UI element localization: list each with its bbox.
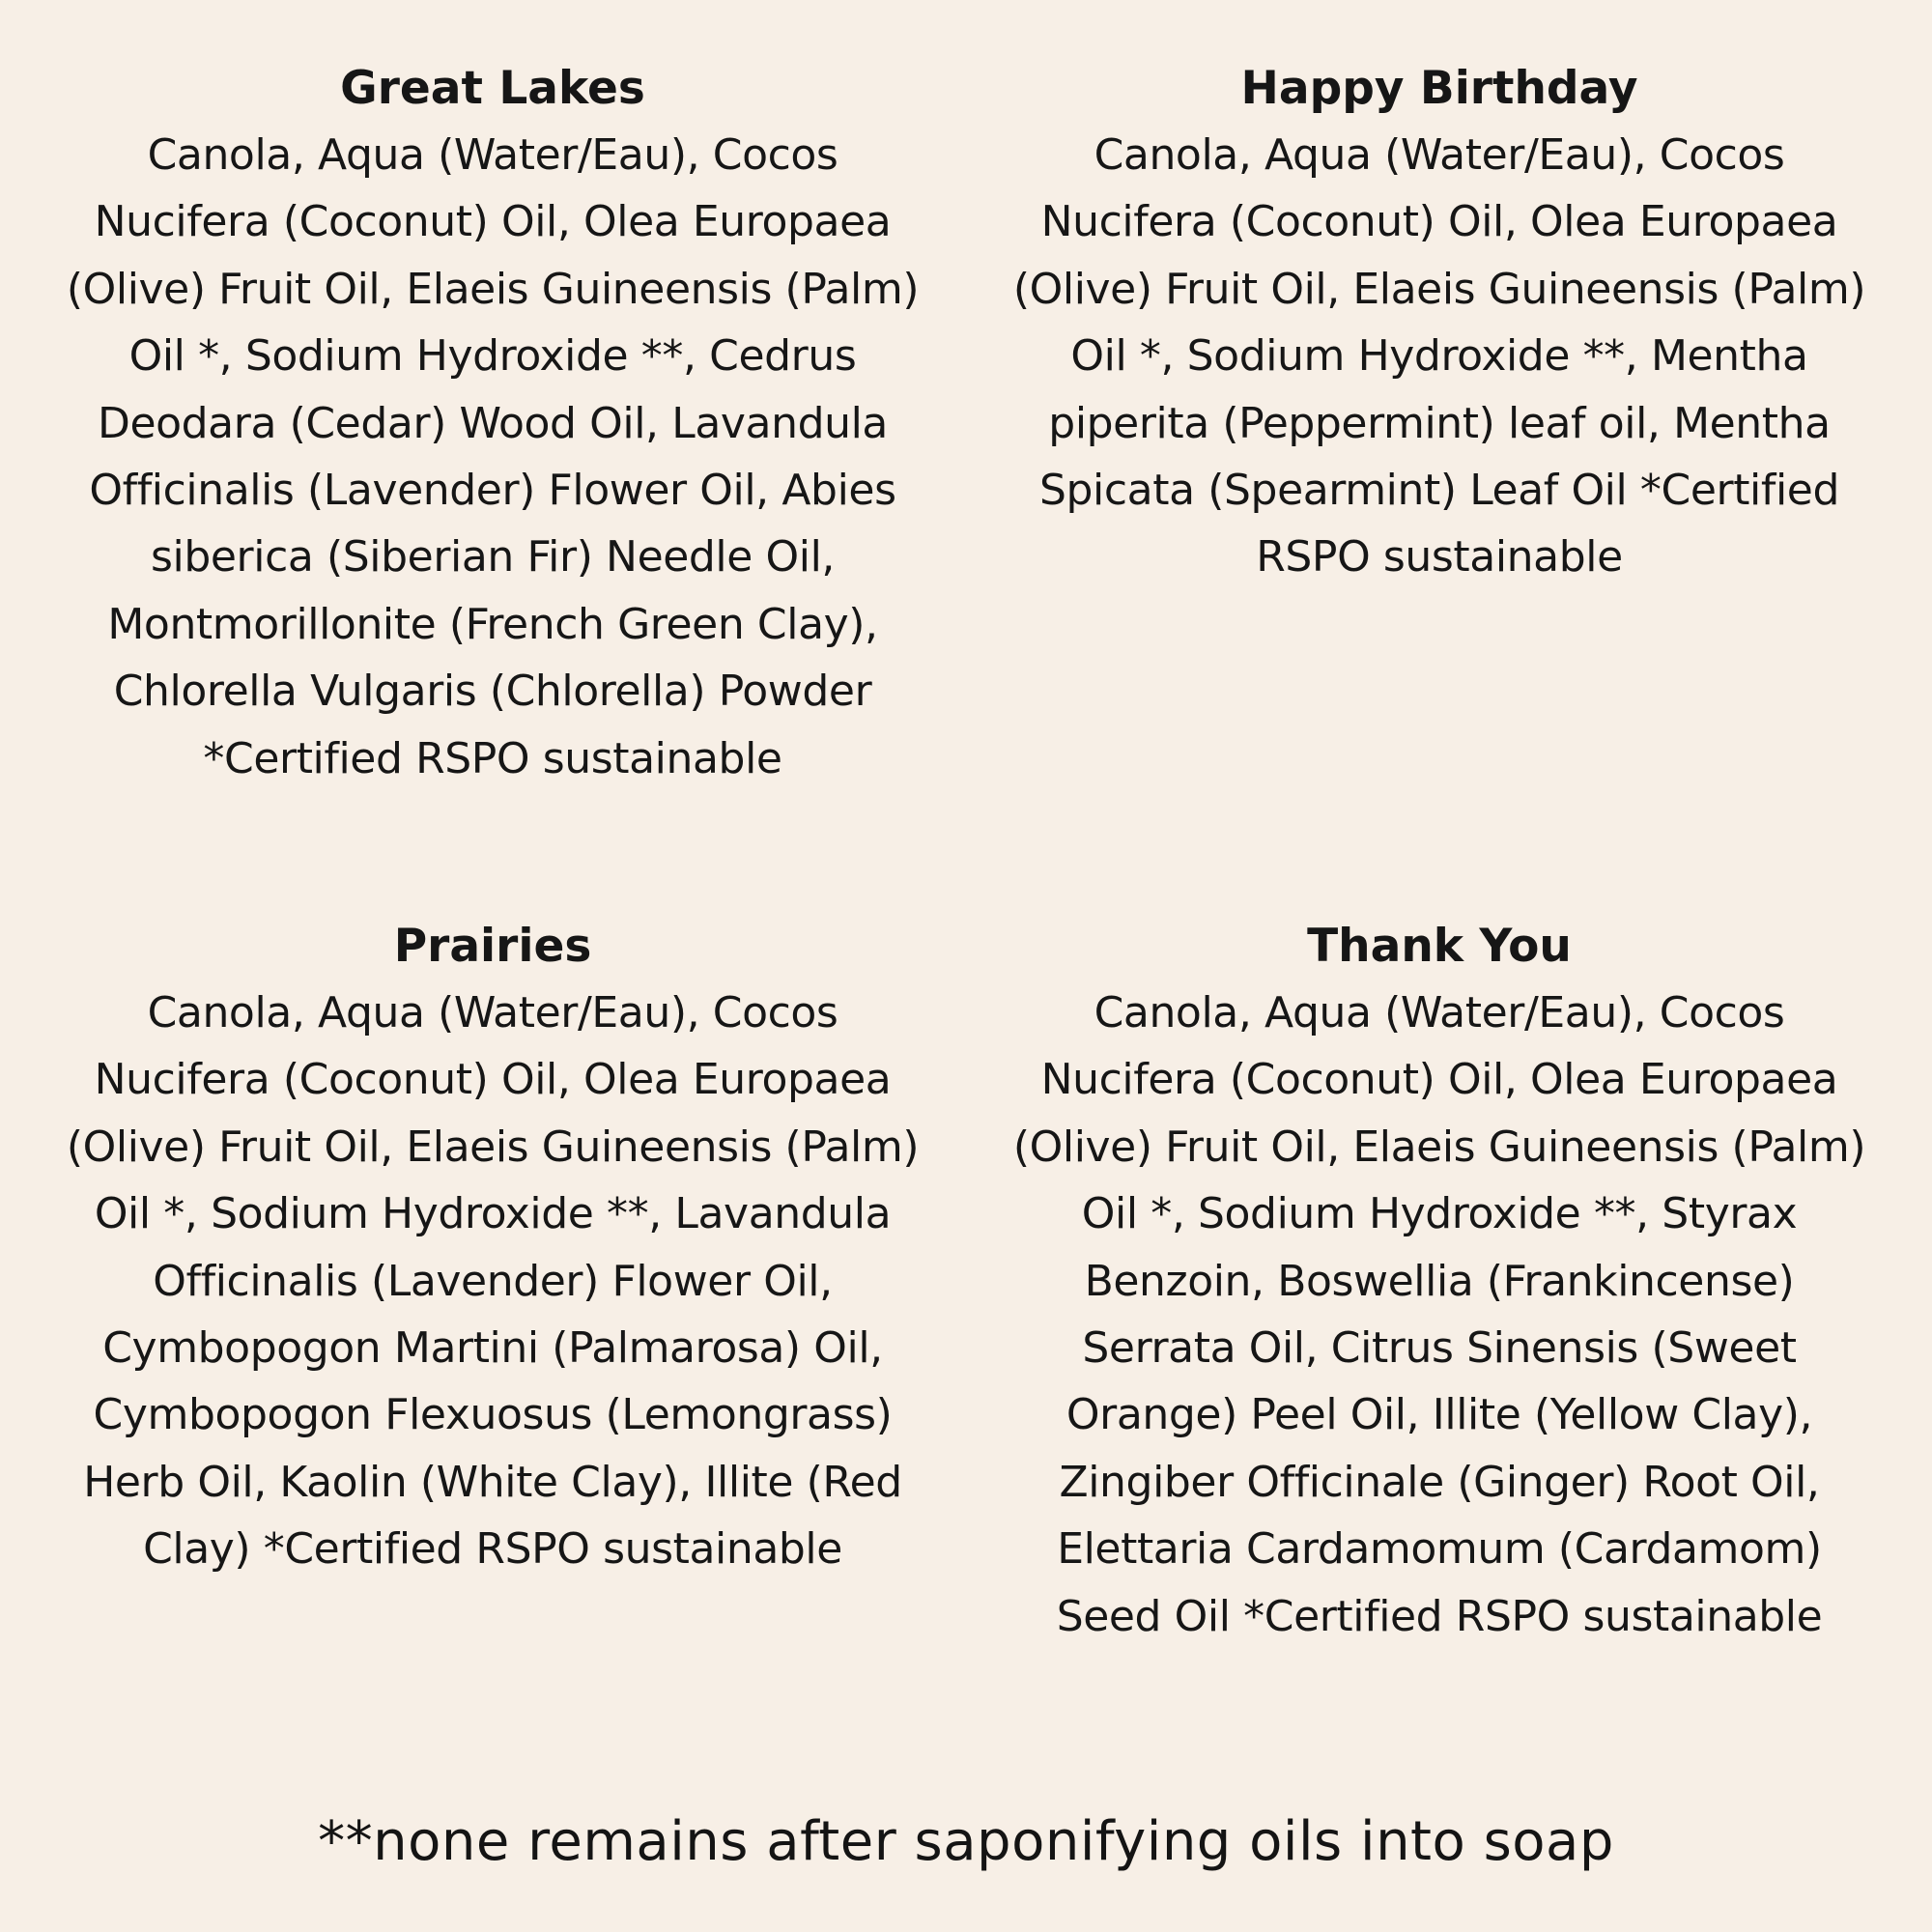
ingredient-line: Montmorillonite (French Green Clay), <box>107 599 878 649</box>
product-card-thank-you <box>966 913 1913 1650</box>
ingredient-line: (Olive) Fruit Oil, Elaeis Guineensis (Palm) <box>66 1122 920 1172</box>
ingredient-line: Benzoin, Boswellia (Frankincense) <box>1084 1256 1795 1306</box>
ingredient-line: Nucifera (Coconut) Oil, Olea Europaea <box>1040 197 1838 247</box>
ingredient-line: Herb Oil, Kaolin (White Clay), Illite (Red <box>83 1457 902 1507</box>
footnote: **none remains after saponifying oils into soap <box>318 1810 1614 1873</box>
ingredient-line: Cymbopogon Flexuosus (Lemongrass) <box>93 1390 893 1440</box>
ingredient-line: siberica (Siberian Fir) Needle Oil, <box>151 532 835 582</box>
ingredient-line: Oil *, Sodium Hydroxide **, Styrax <box>1081 1189 1798 1239</box>
ingredient-line: Elettaria Cardamomum (Cardamom) <box>1057 1524 1822 1575</box>
ingredient-line: piperita (Peppermint) leaf oil, Mentha <box>1048 398 1831 448</box>
ingredient-line: Spicata (Spearmint) Leaf Oil *Certified <box>1039 466 1839 516</box>
ingredient-line: Chlorella Vulgaris (Chlorella) Powder <box>113 667 872 717</box>
ingredient-line: RSPO sustainable <box>1256 532 1623 582</box>
product-title: Prairies <box>393 920 592 973</box>
ingredient-line: (Olive) Fruit Oil, Elaeis Guineensis (Palm) <box>1012 1122 1866 1172</box>
ingredient-line: Orange) Peel Oil, Illite (Yellow Clay), <box>1065 1390 1813 1440</box>
product-card-prairies <box>19 913 966 1583</box>
ingredient-line: Canola, Aqua (Water/Eau), Cocos <box>147 130 838 180</box>
ingredient-list <box>19 122 966 792</box>
ingredient-line: Nucifera (Coconut) Oil, Olea Europaea <box>1040 1055 1838 1105</box>
ingredient-line: Canola, Aqua (Water/Eau), Cocos <box>1094 988 1785 1037</box>
product-card-great-lakes <box>19 55 966 792</box>
ingredient-line: Canola, Aqua (Water/Eau), Cocos <box>147 988 838 1037</box>
ingredient-line: Nucifera (Coconut) Oil, Olea Europaea <box>94 1055 892 1105</box>
product-card-happy-birthday <box>966 55 1913 591</box>
ingredient-list <box>966 122 1913 591</box>
ingredient-line: Clay) *Certified RSPO sustainable <box>143 1524 842 1575</box>
ingredient-line: Zingiber Officinale (Ginger) Root Oil, <box>1059 1457 1820 1507</box>
ingredient-line: Officinalis (Lavender) Flower Oil, <box>153 1256 833 1306</box>
ingredient-line: Officinalis (Lavender) Flower Oil, Abies <box>89 466 896 516</box>
ingredient-line: (Olive) Fruit Oil, Elaeis Guineensis (Palm) <box>1012 264 1866 314</box>
ingredient-line: Nucifera (Coconut) Oil, Olea Europaea <box>94 197 892 247</box>
ingredient-line: Oil *, Sodium Hydroxide **, Lavandula <box>94 1189 892 1239</box>
ingredient-line: Oil *, Sodium Hydroxide **, Mentha <box>1070 331 1808 382</box>
ingredient-list <box>19 980 966 1583</box>
ingredient-line: Serrata Oil, Citrus Sinensis (Sweet <box>1082 1323 1797 1374</box>
ingredient-line: Canola, Aqua (Water/Eau), Cocos <box>1094 130 1785 180</box>
ingredient-list <box>966 980 1913 1650</box>
product-title: Happy Birthday <box>1240 62 1638 115</box>
ingredient-line: Oil *, Sodium Hydroxide **, Cedrus <box>128 331 857 382</box>
ingredient-line: Deodara (Cedar) Wood Oil, Lavandula <box>97 398 888 448</box>
product-title: Great Lakes <box>340 62 645 115</box>
ingredient-line: Cymbopogon Martini (Palmarosa) Oil, <box>102 1323 883 1374</box>
ingredient-line: Seed Oil *Certified RSPO sustainable <box>1056 1591 1823 1641</box>
ingredient-line: *Certified RSPO sustainable <box>203 733 782 783</box>
ingredient-line: (Olive) Fruit Oil, Elaeis Guineensis (Palm) <box>66 264 920 314</box>
product-title: Thank You <box>1307 920 1572 973</box>
